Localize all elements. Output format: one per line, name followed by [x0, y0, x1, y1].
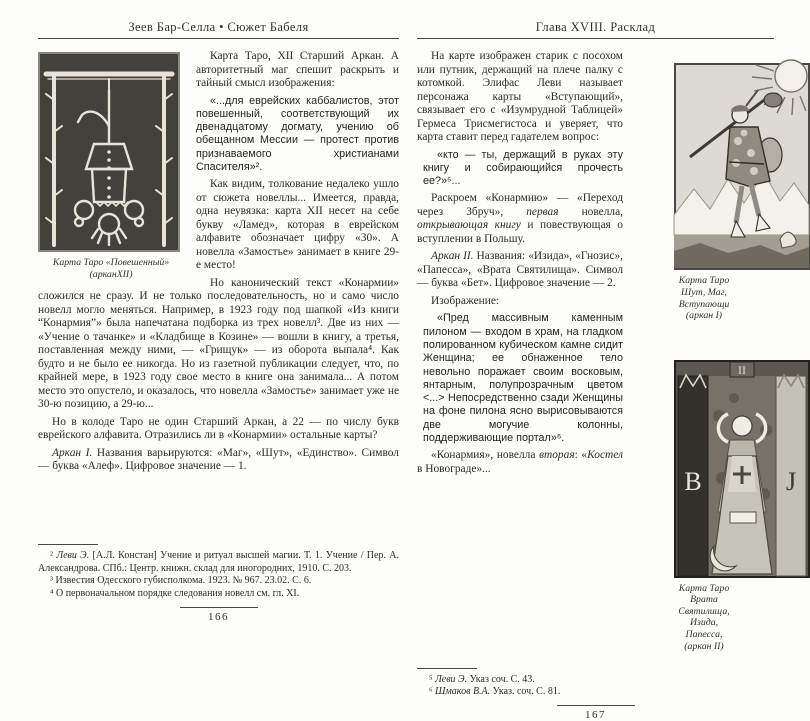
caption-line: Карта Таро Врата Святилища,: [678, 582, 730, 617]
hanged-man-figure: [38, 52, 184, 280]
high-priestess-card-image: [674, 360, 810, 578]
right-page-body: [417, 50, 797, 668]
figure-gap: [634, 333, 774, 348]
page-number-block: [417, 705, 774, 721]
paragraph: Аркан II. Названия: «Изида», «Гнозис», «Папесса», «Врата Святилища». Символ — буква «Бет». Цифровое значение — 2.: [417, 250, 624, 290]
paragraph: Изображение:: [431, 294, 500, 307]
caption-line: Вступающи (аркан I): [678, 298, 730, 322]
page-number: 166: [208, 611, 229, 623]
footnotes-right: [417, 668, 774, 699]
footnotes-left: [38, 544, 399, 600]
caption-line: Карта Таро «Повешенный»: [52, 257, 170, 268]
footnote: ³ Известия Одесского губисполкома. 1923. № 967. 23.02. С. 6.: [50, 575, 312, 587]
left-page-body: [38, 50, 399, 544]
figure-caption: [674, 275, 734, 321]
left-page: [0, 0, 403, 633]
right-page: [403, 0, 800, 721]
footnote: ⁵ Леви Э. Указ соч. С. 43.: [429, 673, 535, 685]
header-rule: [417, 38, 774, 39]
paragraph: Но канонический текст «Конармии» сложился не сразу. И не только последовательность, но и само число новелл могло меняться. Например, в 1923 году под шапкой «Из книги “Конармия”» была напечатана подборка из трех новелл³. Две из них — «Учение о тачанке» и «Кладбище в Козине» — вошли в книгу, а третья, поставленная между ними, — «Грищук» — из оборота выпала⁴. Как будто и не было ее никогда. Но из газетной публикации следует, что, по крайней мере, в 1923 году свое место в книге она занимала... А потом место это опустело, и оказалось, что новелла «Замостье» занимает уже не 30-ю позицию, а 29-ю...: [38, 276, 399, 411]
footnote: ⁶ Шмаков В.А. Указ. соч. С. 81.: [429, 685, 561, 697]
quote-block: «...для еврейских каббалистов, этот повешенный, соответствующий их двенадцатому догмату, учению об обещанном Мессии — протест против признаваемого христианами Спасителя»².: [196, 94, 399, 173]
pillar-letter-j: J: [785, 466, 797, 496]
header-rule: [38, 38, 399, 39]
caption-line: Изида, Папесса, (аркан II): [684, 617, 724, 652]
paragraph: Но в колоде Таро не один Старший Аркан, а 22 — по числу букв еврейского алфавита. Отразились ли в «Конармии» остальные карты?: [38, 415, 399, 442]
footnote-rule: [38, 544, 98, 545]
page-number: 167: [585, 709, 606, 721]
paragraph: Карта Таро, XII Старший Аркан. А авторитетный маг спешит раскрыть и тайный смысл изображения:: [196, 50, 399, 89]
figure-caption: [38, 257, 184, 280]
quote-block: «кто — ты, держащий в руках эту книгу и собирающийся прочесть ее?»⁵...: [423, 148, 623, 188]
paragraph: На карте изображен старик с посохом или путник, держащий на плече палку с котомкой. Элифас Леви называет персонажа карты «Вступающий», связывает его с «Изумрудной Таблицей» Гермеса Трисмегистоса и уверяет, что карта ставит перед гадателем вопрос:: [417, 50, 623, 143]
high-priestess-figure: [674, 360, 797, 653]
paragraph: «Конармия», новелла вторая: «Костел в Новограде»...: [417, 449, 623, 475]
quote-block: «Пред массивным каменным пилоном — входом в храм, на гладком полированном кубическом камне сидит Женщина; ее обнаженное тело невольно поражает своим восковым, янтарным, полупрозрачным цветом <...> Непосредственно сзади Женщины на фоне пилона ясно вырисовываются две могучие колонны, поддерживающие портал»⁶.: [423, 312, 623, 445]
footnote: ⁴ О первоначальном порядке следования новелл см. гл. XI.: [50, 587, 300, 599]
caption-line: (арканXII): [89, 268, 133, 280]
tarot-figures-column: [634, 52, 797, 664]
figure-caption: [674, 583, 734, 653]
page-number-rule: [180, 607, 258, 608]
running-header-right: Глава XVIII. Расклад: [535, 20, 656, 34]
hanged-man-card-image: [38, 52, 180, 252]
page-number-block: [38, 607, 399, 623]
footnote: ² Леви Э. [А.Л. Констан] Учение и ритуал высшей магии. Т. 1. Учение / Пер. А. Александрова. СПб.: Центр. книжн. склад для иногородних, 1910. С. 203.: [38, 550, 399, 574]
running-header-left: Зеев Бар-Селла • Сюжет Бабеля: [128, 20, 309, 34]
paragraph: Как видим, толкование недалеко ушло от сюжета новеллы... Имеется, правда, одна неувязка: карта XII несет на себе букву «Ламед», которая в еврейском алфавите обозначает цифру «30». А новелла «Замостье» занимает в книге 29-е место!: [196, 178, 399, 272]
card-numeral: II: [738, 362, 746, 377]
pillar-letter-b: B: [684, 466, 702, 496]
fool-card-image: [674, 63, 810, 270]
caption-line: Карта Таро Шут, Маг,: [678, 275, 730, 298]
paragraph: Аркан I. Названия варьируются: «Маг», «Шут», «Единство». Символ — буква «Алеф». Цифровое значение — 1.: [38, 446, 399, 473]
paragraph: Раскроем «Конармию» — «Переход через Збруч», первая новелла, открывающая книгу и повествующая о вступлении в Польшу.: [417, 192, 623, 245]
page-number-rule: [557, 705, 635, 706]
fool-figure: [674, 63, 734, 321]
footnote-rule: [417, 668, 477, 669]
